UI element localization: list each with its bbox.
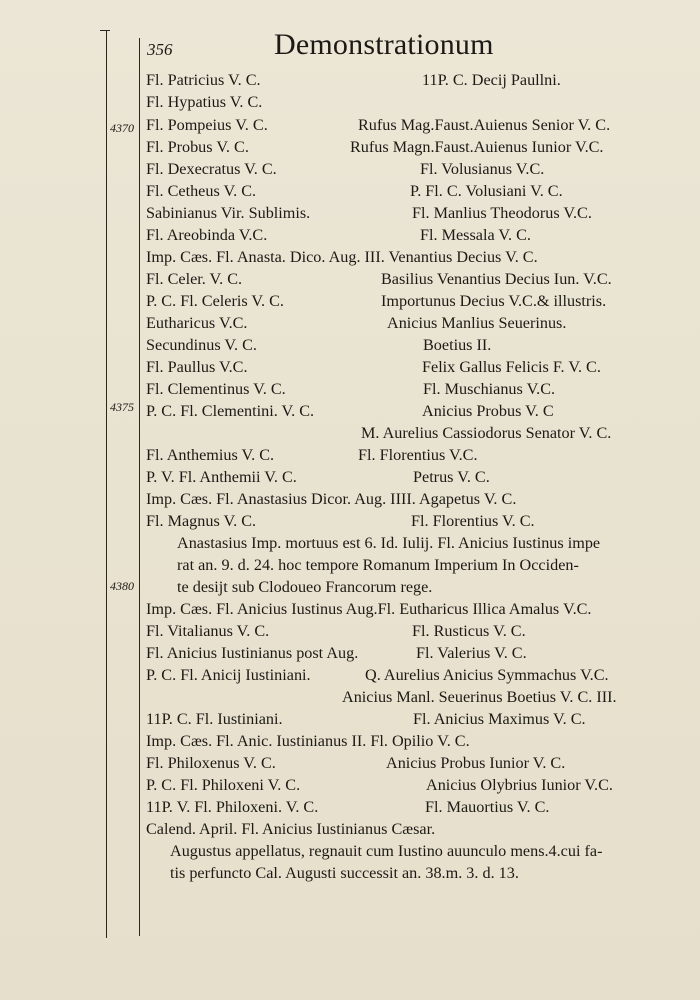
margin-year: 4375 <box>110 400 134 414</box>
consul-entry: Fl. Paullus V.C. <box>146 358 248 376</box>
consul-entry: P. V. Fl. Anthemii V. C. <box>146 468 297 486</box>
consul-entry: Fl. Mauortius V. C. <box>425 798 550 816</box>
consul-entry: 11P. C. Fl. Iustiniani. <box>146 710 283 728</box>
consul-entry: Felix Gallus Felicis F. V. C. <box>422 358 601 376</box>
consul-entry: Eutharicus V.C. <box>146 314 248 332</box>
consul-entry: Fl. Florentius V. C. <box>411 512 535 530</box>
consul-entry: Imp. Cæs. Fl. Anasta. Dico. Aug. III. Venantius Decius V. C. <box>146 248 538 266</box>
consul-entry: Imp. Cæs. Fl. Anicius Iustinus Aug.Fl. Eutharicus Illica Amalus V.C. <box>146 600 592 618</box>
consul-entry: Secundinus V. C. <box>146 336 257 354</box>
consul-entry: Fl. Areobinda V.C. <box>146 226 268 244</box>
consul-entry: 11P. C. Decij Paullni. <box>422 71 561 89</box>
inner-margin-rule <box>139 38 140 936</box>
consul-entry: Anicius Olybrius Iunior V.C. <box>426 776 613 794</box>
consul-entry: Rufus Magn.Faust.Auienus Iunior V.C. <box>350 138 604 156</box>
consul-entry: Fl. Florentius V.C. <box>358 446 478 464</box>
consul-entry: Fl. Pompeius V. C. <box>146 116 268 134</box>
consul-entry: P. C. Fl. Celeris V. C. <box>146 292 284 310</box>
narrative-line: tis perfuncto Cal. Augusti successit an. 38.m. 3. d. 13. <box>170 864 519 882</box>
consul-entry: P. C. Fl. Clementini. V. C. <box>146 402 315 420</box>
consul-entry: P. Fl. C. Volusiani V. C. <box>410 182 563 200</box>
consul-entry: Imp. Cæs. Fl. Anastasius Dicor. Aug. IIII. Agapetus V. C. <box>146 490 517 508</box>
consul-entry: Anicius Manlius Seuerinus. <box>387 314 567 332</box>
consul-entry: Boetius II. <box>423 336 492 354</box>
consul-entry: Fl. Dexecratus V. C. <box>146 160 277 178</box>
page-number: 356 <box>147 40 173 59</box>
consul-entry: Fl. Volusianus V.C. <box>420 160 545 178</box>
consul-entry: Basilius Venantius Decius Iun. V.C. <box>381 270 612 288</box>
consul-entry: M. Aurelius Cassiodorus Senator V. C. <box>361 424 612 442</box>
consul-entry: Fl. Clementinus V. C. <box>146 380 286 398</box>
consul-entry: Fl. Cetheus V. C. <box>146 182 257 200</box>
consul-entry: Fl. Vitalianus V. C. <box>146 622 270 640</box>
consul-entry: Fl. Messala V. C. <box>420 226 531 244</box>
consul-entry: Sabinianus Vir. Sublimis. <box>146 204 311 222</box>
consul-entry: Anicius Probus Iunior V. C. <box>386 754 566 772</box>
narrative-line: Anastasius Imp. mortuus est 6. Id. Iulij. Fl. Anicius Iustinus impe <box>177 534 601 552</box>
consul-entry: P. C. Fl. Philoxeni V. C. <box>146 776 301 794</box>
page-title: Demonstrationum <box>274 28 494 61</box>
margin-rule-tick <box>100 30 110 31</box>
consul-entry: Fl. Manlius Theodorus V.C. <box>412 204 592 222</box>
consul-entry: Q. Aurelius Anicius Symmachus V.C. <box>365 666 609 684</box>
consul-entry: Fl. Valerius V. C. <box>416 644 527 662</box>
consul-entry: Petrus V. C. <box>413 468 490 486</box>
outer-margin-rule <box>106 30 107 938</box>
margin-year: 4380 <box>110 579 134 593</box>
consul-entry: Fl. Anicius Iustinianus post Aug. <box>146 644 359 662</box>
consul-entry: Anicius Manl. Seuerinus Boetius V. C. III. <box>342 688 617 706</box>
consul-entry: 11P. V. Fl. Philoxeni. V. C. <box>146 798 319 816</box>
consul-entry: Fl. Celer. V. C. <box>146 270 243 288</box>
consul-entry: Fl. Anicius Maximus V. C. <box>413 710 586 728</box>
consul-entry: Fl. Probus V. C. <box>146 138 249 156</box>
consul-entry: P. C. Fl. Anicij Iustiniani. <box>146 666 311 684</box>
consul-entry: Fl. Rusticus V. C. <box>412 622 526 640</box>
consul-entry: Calend. April. Fl. Anicius Iustinianus Cæsar. <box>146 820 436 838</box>
consul-entry: Imp. Cæs. Fl. Anic. Iustinianus II. Fl. Opilio V. C. <box>146 732 470 750</box>
consul-entry: Fl. Magnus V. C. <box>146 512 257 530</box>
consul-entry: Fl. Muschianus V.C. <box>423 380 556 398</box>
consul-entry: Rufus Mag.Faust.Auienus Senior V. C. <box>358 116 611 134</box>
narrative-line: Augustus appellatus, regnauit cum Iustino auunculo mens.4.cui fa- <box>170 842 603 860</box>
consul-entry: Anicius Probus V. C <box>422 402 554 420</box>
consul-entry: Fl. Hypatius V. C. <box>146 93 263 111</box>
margin-year: 4370 <box>110 121 134 135</box>
consul-entry: Fl. Anthemius V. C. <box>146 446 275 464</box>
consul-entry: Importunus Decius V.C.& illustris. <box>381 292 607 310</box>
consul-entry: Fl. Philoxenus V. C. <box>146 754 276 772</box>
consul-entry: Fl. Patricius V. C. <box>146 71 261 89</box>
narrative-line: te desijt sub Clodoueo Francorum rege. <box>177 578 433 596</box>
narrative-line: rat an. 9. d. 24. hoc tempore Romanum Imperium In Occiden- <box>177 556 579 574</box>
